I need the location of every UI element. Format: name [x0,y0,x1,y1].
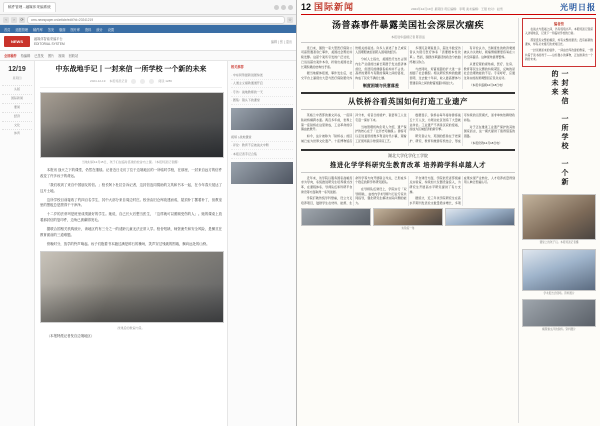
sidebar-item-economy[interactable]: 经济 [2,112,32,121]
window-controls [274,5,293,10]
lead-paragraph-4: 与此同时，贫富差距的扩大进一步加剧了社会撕裂。相关研究机构的数据表明，过去数十年间，收入最高群体与普通家庭之间的财富差距持续拉大。 [409,66,461,85]
editors-note-panel [522,18,596,67]
cms-left-rail [0,61,35,426]
tab-trash[interactable]: 回收站 [68,54,79,58]
browser-toolbar [0,15,296,25]
star-icon[interactable]: ☆ [288,16,292,22]
browser-window [0,0,297,426]
cms-logo: NEWS [4,36,30,47]
bottom-body [301,176,515,206]
editors-note-title: 编者按 [553,22,565,26]
related-item-2[interactable]: · 专访：战地教师的一天 [231,88,293,97]
bottom-photo-2 [445,208,515,226]
current-weekday: 星期四 [12,75,22,80]
newspaper-page [297,0,600,426]
section-name: 国际新闻 [314,2,355,12]
bottom-paragraph-1: 学院打破传统学科壁垒，设立交叉培养项目，鼓励学生在材料、能源、生命科学等方向开展联合攻关，已形成多个稳定的跨学科研究团队。 [301,175,407,206]
related-thumb-2[interactable] [231,162,293,184]
second-paragraph-3: 数据显示，铁桥谷每年接待游客逾五十万人次，为周边社区创造了大量就业岗位。工业遗产不再是沉寂的废墟，而成为区域经济的新引擎。 [409,113,461,132]
lead-paragraph-7: （本报华盛顿12月18日电） [469,82,505,87]
reload-icon[interactable]: ⟳ [20,16,24,22]
newspaper-side-column [518,18,596,423]
tab-pending[interactable]: 待编辑 [20,54,31,58]
divider-2 [301,109,515,110]
comment-icon[interactable] [140,79,145,84]
bottom-photo-caption: 实验室一角 [401,226,415,230]
page-number: 12 [301,2,312,12]
bottom-photo-1 [373,208,443,226]
newspaper-body [301,18,596,423]
menu-item-7[interactable]: 统计 [96,27,103,32]
editors-note-paragraph-1: 那里没有完整的屋顶，却有完整的课表；没有崭新的课本，却有从未熄灭的求知目光。 [525,38,593,46]
article-body-tail [40,334,222,340]
related-item-3[interactable]: · 图集：镜头下的课堂 [231,97,293,106]
cms-logo-subtitle-line1: 融媒体智能采编平台 [34,37,63,42]
article-editor [35,61,227,426]
related-item-1[interactable]: · 人道主义援助通道开启 [231,80,293,89]
cms-top-menu [0,25,296,33]
sidebar-item-front[interactable]: 头版 [2,85,32,94]
lead-paragraph-6: 从更宏观的视角看，医疗、住房、教育等民生议题的持续紧张，反映的是社会治理效能的不足。专家呼吁，应通过务实的政策调整回应民众关切。 [463,61,515,80]
article-source: 本报特派记者 [109,78,128,83]
article-date: 2024-12-19 [90,78,106,83]
newspaper-masthead [301,3,596,15]
side-screen-caption: 学术报告会现场。资料图片 [543,291,575,295]
bottom-paragraph-2: 在导师队伍建设上，学院实行「双导师制」，由校内学术导师与行业专家共同指导，强化研究生解决实际问题的能力。 [355,186,407,206]
divider-3 [301,172,515,173]
cms-header [0,33,296,51]
second-paragraph-0: 英格兰中西部的塞文河谷，一座铸铁拱桥横跨水面。两百多年前，世界上第一座铁桥在这里建成，工业革命的序幕由此掀开。 [301,113,353,132]
article-inline-photo [40,251,224,323]
lead-paragraph-0: 连日来，围绕一家大型医疗保险公司高管遇袭身亡事件，美国社会舆论持续发酵。这起个案所引发的广泛讨论，已远远超出案件本身，折射出美国社会长期积累的结构性矛盾。 [301,45,353,69]
article-paragraph-6: （本报特派记者发自边境地区） [46,334,95,339]
browser-tabstrip [0,0,296,15]
sidebar-item-culture[interactable]: 文化 [2,121,32,130]
browser-tab[interactable]: 稿件管理 - 融媒体采编系统 [3,2,56,12]
page-title: 中东战地手记丨一封来信 一所学校 一个新的未来 [55,66,207,73]
lead-paragraph-2: 分析人士指出，美国医疗支出占国内生产总值的比重长期居于发达经济体首位，但居民的健康指标却并不占优。高昂的费用与有限的保障之间的落差，构成了民众不满的土壤。 [355,57,407,80]
related-item-4[interactable]: · 评论：教育不应被战火中断 [231,142,293,151]
editors-note-body [525,28,593,62]
article-paragraph-0: 本报讯 战火之下的课堂，仍然在继续。记者近日走访了位于边境地区的一所临时学校，在那里，一封来自远方的信件改变了许多孩子的命运。 [40,167,222,178]
divider [301,42,515,43]
second-paragraph-4: 研究者认为，英国的经验在于把保护、研究、教育和旅游有机结合，形成可持续的运营模式，而非单纯依赖财政补贴。 [409,113,515,143]
newspaper-title: 光明日报 [560,3,596,12]
lead-paragraph-1: 据当地媒体报道，事件发生后，社交平台上涌现出大量与医疗保险赔付纠纷相关的叙述。许多人讲述了自己或家人因理赔被拒而陷入困境的经历。 [301,45,407,80]
section-list [2,85,32,138]
minimize-icon[interactable] [274,5,279,10]
close-icon[interactable] [288,5,293,10]
tab-published[interactable]: 已签发 [34,54,44,58]
editors-note-paragraph-2: 一封远道而来的信件，一间由仓库改建的教室，一群执着于读书的孩子——这些微小的事物，正在拼凑出一个新的未来。 [525,49,593,61]
menu-item-8[interactable]: 设置 [107,27,115,32]
article-meta [40,79,222,88]
article-inline-caption: 改建后的教室内景。 [117,326,145,331]
article-paragraph-3: 十二岁的法蒂玛是班里成绩最好的学生。她说，自己长大后想当医生，「这样就可以照顾受伤的人」。她的课桌上放着那封信的复印件，边角已被翻得发毛。 [40,212,222,223]
lead-body [301,46,515,89]
second-story-photo-caption: 横跨塞文河的铁桥。资料图片 [542,328,576,332]
current-date: 12/19 [8,66,26,73]
article-hero-photo [40,92,224,158]
bottom-paragraph-0: 近年来，该学院以服务国家战略需求为导向，系统推进研究生培养模式改革，在课程体系、导师队伍和科研平台建设等方面取得一系列进展。 [301,175,353,194]
article-paragraph-2: 这所学校目前接收了约四百名学生，其中大部分来自周边村庄。校舍由旧仓库改建而成，屋顶补丁摞着补丁，但教室里的黑板总是擦得干干净净。 [40,197,222,208]
bottom-headline: 推进化学学科研究生教育改革 培养跨学科卓越人才 [329,161,487,169]
side-photo-classroom [522,194,596,240]
masthead-credits: 2024年12月19日 星期四 责任编辑：李明 美术编辑：王强 校对：赵雪 [411,7,503,11]
menu-item-5[interactable]: 图片库 [70,27,80,32]
tab-video[interactable]: 视频 [58,54,65,58]
article-views: 阅读 1286 [158,78,172,83]
article-paragraph-4: 据联合国相关机构统计，该地区约有三分之一的适龄儿童无法正常入学。校舍短缺、师资流失和安全风险，是横亘在教育面前的三道难题。 [40,227,222,238]
forward-arrow-icon[interactable]: › [11,17,17,23]
related-title: 相关推荐 [231,65,244,69]
side-photo-caption: 课堂上的孩子们。本报特派记者摄 [539,241,579,245]
second-paragraph-1: 如今，这片被称为「铁桥谷」的区域已成为世界文化遗产。十座博物馆沿河分布，将昔日的熔炉、瓷窑和工人住宅逐一保存下来。 [301,113,407,143]
tab-images[interactable]: 图片 [47,54,55,58]
related-item-0[interactable]: · 中东局势最新进展综述 [231,71,293,80]
address-bar[interactable]: cms.newspaper.cn/article/edit?id=20241219 [27,16,285,24]
article-hero-caption: 当地时间12月15日，孩子们在临时搭建的校舍内上课。（本报特派记者摄） [81,159,181,164]
second-body [301,113,515,145]
bottom-photo-strip [301,208,515,226]
back-arrow-icon[interactable]: ‹ [3,17,9,23]
sidebar-item-international[interactable]: 国际新闻 [2,94,32,103]
cms-body [0,61,296,426]
article-paragraph-5: 傍晚时分，放学的铃声响起。孩子们抱着书本跑过满是碎石的操场，笑声穿过残破的围墙，飘向远处的山脊。 [46,242,210,247]
bottom-photo-0 [301,208,371,226]
related-item-5[interactable]: · 本报记者手记合集 [231,150,293,159]
menu-item-4[interactable]: 版面 [59,27,66,32]
related-video-caption[interactable]: 视频 | 战地课堂 [231,133,293,142]
side-photo-lecture [522,249,596,291]
bottom-section [301,149,515,231]
cms-tabbar [0,51,296,61]
bottom-paragraph-3: 平台建设方面，学院依托省部级重点实验室，持续加大仪器设备投入，为研究生开展高水平研究提供了有力支撑。 [409,175,461,194]
second-paragraph-2: 当地管理机构负责人介绍，遗产保护的核心在于「让历史可触摸」。游客可以走进复原的维多利亚时代小镇，观看工匠现场演示传统铸造工艺。 [355,124,407,143]
lead-paragraph-3: 多项民意调查显示，超过半数受访者认为现行医疗体系「需要根本性改革」。然而，围绕改革路径的政治分歧始终难以弥合。 [409,45,461,64]
sidebar-item-sports[interactable]: 体育 [2,129,32,138]
cms-logo-subtitle-line2: EDITORIAL SYSTEM [34,41,65,46]
lead-subhead: 制度困境与民意落差 [362,82,399,88]
user-status[interactable]: 编辑 | 张 | 退出 [270,40,292,44]
tab-all-articles[interactable]: 全部稿件 [4,54,17,58]
second-paragraph-5: 对于正在推进工业遗产保护的其他国家而言，这一模式提供了值得借鉴的思路。 [463,124,515,139]
second-headline: 从铁桥谷看英国如何打造工业遗产 [348,96,468,106]
maximize-icon[interactable] [281,5,286,10]
bookmark-icon[interactable] [149,79,154,84]
second-story-photo [522,299,596,327]
bottom-dept: 湖北大学化学化工学院 [388,152,428,158]
editors-note-paragraph-0: 在战火与废墟之间，仍有琅琅书声。本报特派记者深入边境地区，记录下一所临时学校的日常。 [525,28,593,36]
cms-logo-subtitle [34,37,65,45]
newspaper-main-column [301,18,515,423]
menu-item-2[interactable]: 稿件库 [33,27,43,32]
bottom-paragraph-4: 据统计，近三年该学院研究生在高水平期刊发表论文数量稳步增长，多项成果实现产业转化，人才培养质量得到用人单位普遍认可。 [409,175,515,206]
lead-byline: 本报驻华盛顿记者 陈思远 [391,34,425,39]
sidebar-item-headline[interactable]: 要闻 [2,103,32,112]
divider-thick [301,92,515,94]
menu-item-3[interactable]: 签发 [47,27,55,32]
cms-right-rail [227,61,296,426]
lead-paragraph-5: 有评论认为，当制度性的救济渠道被认为失效时，极端情绪便更容易在公共空间蔓延。这种现象值得警惕。 [463,45,515,60]
article-paragraph-1: 「我们收到了来自中国朋友的信。」校长阿卜杜拉告诉记者，这封信连同捐助的文具和书本一起，在今年春天抵达了这片土地。 [40,182,222,193]
share-icon[interactable] [131,79,136,84]
menu-item-6[interactable]: 资料 [85,27,92,32]
lead-headline: 汤普森事件暴露美国社会深层次痼疾 [331,20,484,30]
side-vertical-headline: 一封来信 一所学校 一个新的未来 [551,70,568,188]
related-video-thumb[interactable] [231,108,293,130]
article-body [40,168,222,248]
second-paragraph-6: （本报伦敦12月18日电） [469,140,502,145]
menu-item-0[interactable]: 首页 [4,27,11,32]
menu-item-1[interactable]: 选题管理 [15,27,29,32]
